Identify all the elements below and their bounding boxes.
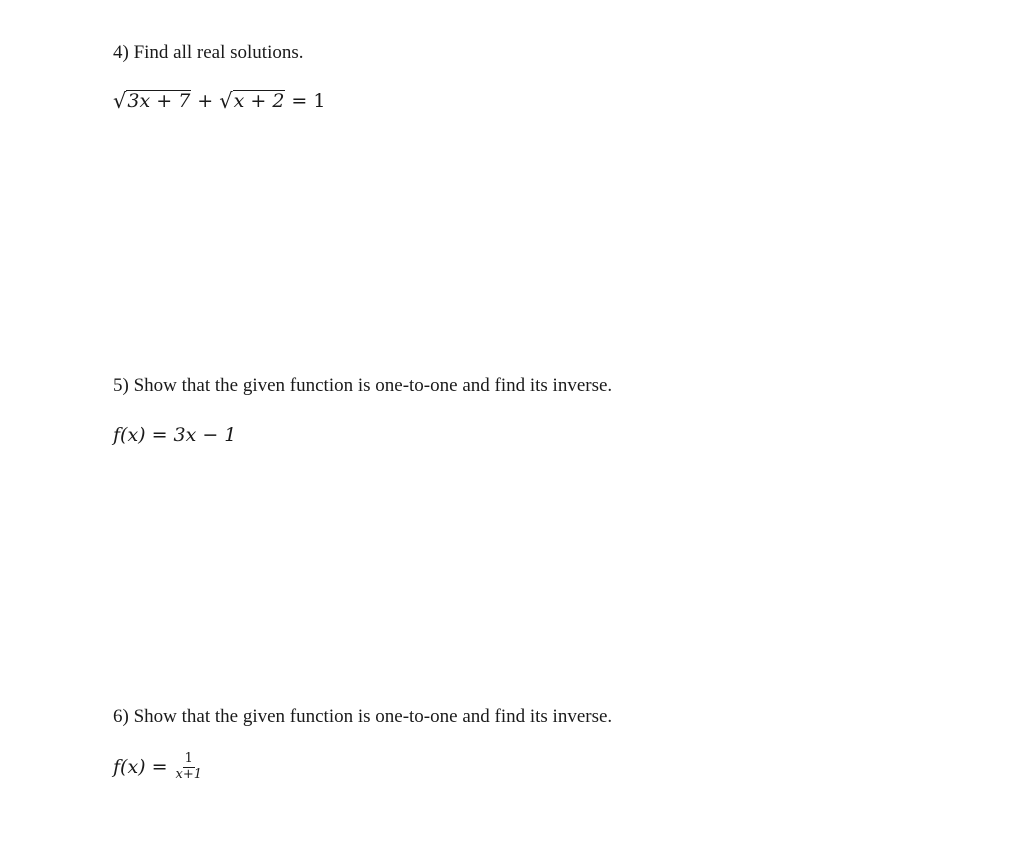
radicand-1: 3x + 7	[127, 90, 191, 112]
fraction-numerator: 1	[184, 751, 193, 766]
plus-sign: +	[197, 90, 214, 113]
equals-sign: =	[151, 756, 168, 779]
problem-4-prompt: 4) Find all real solutions.	[113, 42, 304, 63]
right-hand-side: 1	[313, 90, 326, 113]
radical-sign-icon: √	[219, 89, 233, 113]
problem-6-equation	[113, 752, 204, 783]
function-lhs: f(x)	[113, 424, 146, 446]
problem-5-equation	[113, 424, 236, 446]
radicand-2: x + 2	[233, 90, 285, 112]
problem-5	[113, 375, 612, 397]
fraction	[174, 752, 205, 783]
equation	[113, 752, 204, 783]
equation	[113, 424, 236, 446]
problem-4-equation	[113, 90, 325, 113]
problem-6	[113, 706, 612, 728]
function-rhs: 3x − 1	[173, 424, 237, 446]
problem-5-prompt: 5) Show that the given function is one-to-one and find its inverse.	[113, 375, 613, 396]
square-root-2	[219, 90, 285, 113]
fraction-denominator: x+1	[175, 766, 202, 782]
function-lhs: f(x)	[113, 756, 146, 779]
radical-sign-icon: √	[113, 89, 127, 113]
problem-4	[113, 42, 304, 64]
square-root-1	[113, 90, 191, 113]
problem-6-prompt: 6) Show that the given function is one-to-one and find its inverse.	[113, 706, 613, 727]
equals-sign: =	[151, 424, 168, 446]
equals-sign: =	[291, 90, 308, 113]
equation	[113, 90, 325, 113]
